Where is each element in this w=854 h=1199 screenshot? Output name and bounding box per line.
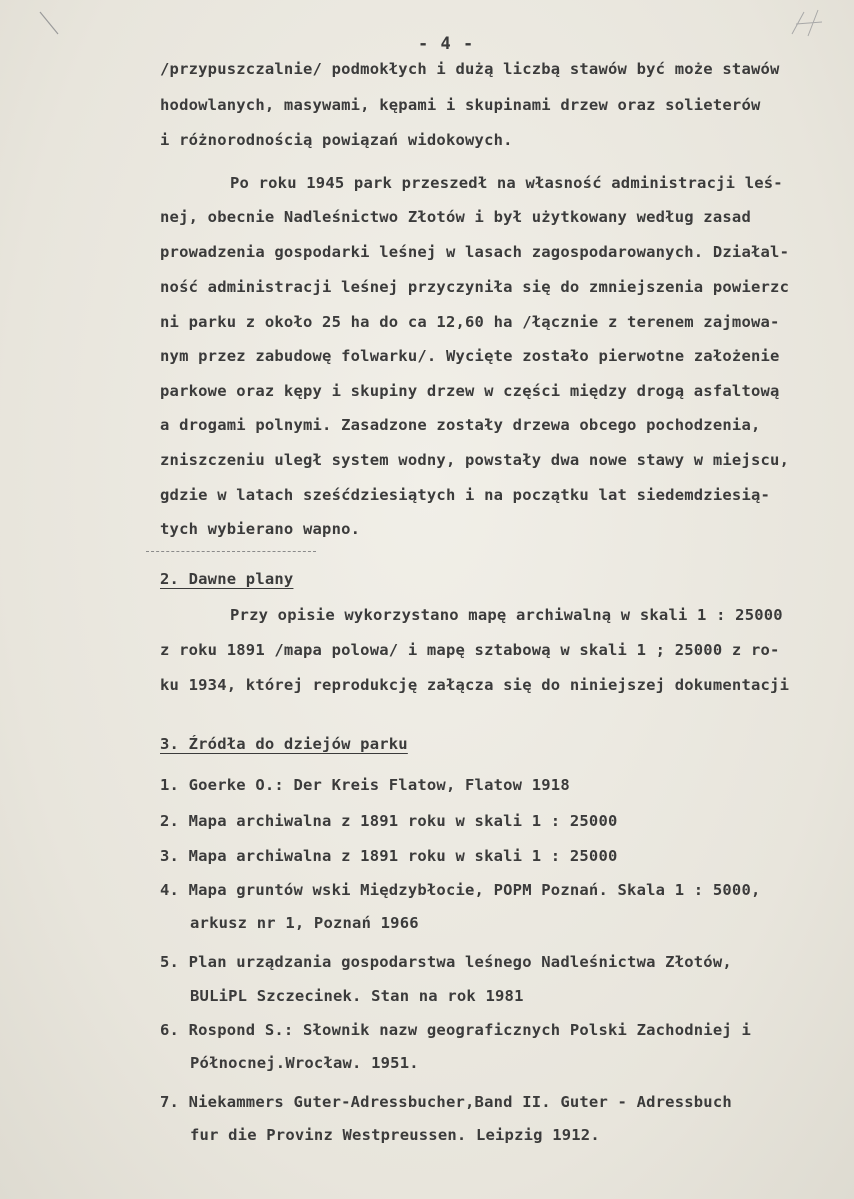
paragraph-2-line-6: nym przez zabudowę folwarku/. Wycięte zostało pierwotne założenie [160,347,780,365]
section-2-heading: 2. Dawne plany [160,570,294,588]
pencil-mark [36,8,76,48]
paragraph-2-line-8: a drogami polnymi. Zasadzone zostały drzewa obcego pochodzenia, [160,416,761,434]
pencil-scribble [782,6,832,40]
paragraph-1-line-1: /przypuszczalnie/ podmokłych i dużą liczbą stawów być może stawów [160,60,780,78]
divider [146,551,316,552]
paragraph-2-line-3: prowadzenia gospodarki leśnej w lasach zagospodarowanych. Działal- [160,243,790,261]
source-item-5-cont: BULiPL Szczecinek. Stan na rok 1981 [190,987,524,1005]
paragraph-2-line-1: Po roku 1945 park przeszedł na własność administracji leś- [230,174,783,192]
paragraph-2-line-5: ni parku z około 25 ha do ca 12,60 ha /łącznie z terenem zajmowa- [160,313,780,331]
page-number: - 4 - [418,34,475,54]
source-item-5: 5. Plan urządzania gospodarstwa leśnego Nadleśnictwa Złotów, [160,953,732,971]
source-item-2: 2. Mapa archiwalna z 1891 roku w skali 1 : 25000 [160,812,618,830]
paragraph-1-line-2: hodowlanych, masywami, kępami i skupinami drzew oraz solieterów [160,96,761,114]
source-item-7: 7. Niekammers Guter-Adressbucher,Band II. Guter - Adressbuch [160,1093,732,1111]
source-item-6-cont: Północnej.Wrocław. 1951. [190,1054,419,1072]
source-item-7-cont: fur die Provinz Westpreussen. Leipzig 1912. [190,1126,600,1144]
paragraph-2-line-10: gdzie w latach sześćdziesiątych i na początku lat siedemdziesią- [160,486,771,504]
source-item-3: 3. Mapa archiwalna z 1891 roku w skali 1 : 25000 [160,847,618,865]
paragraph-2-line-2: nej, obecnie Nadleśnictwo Złotów i był użytkowany według zasad [160,208,751,226]
source-item-6: 6. Rospond S.: Słownik nazw geograficznych Polski Zachodniej i [160,1021,751,1039]
paragraph-1-line-3: i różnorodnością powiązań widokowych. [160,131,513,149]
paragraph-2-line-4: ność administracji leśnej przyczyniła się do zmniejszenia powierzc [160,278,790,296]
paragraph-2-line-11: tych wybierano wapno. [160,520,361,538]
section-2-line-3: ku 1934, której reprodukcję załącza się do niniejszej dokumentacji [160,676,790,694]
source-item-1: 1. Goerke O.: Der Kreis Flatow, Flatow 1918 [160,776,570,794]
source-item-4: 4. Mapa gruntów wski Międzybłocie, POPM Poznań. Skala 1 : 5000, [160,881,761,899]
section-2-line-2: z roku 1891 /mapa polowa/ i mapę sztabową w skali 1 ; 25000 z ro- [160,641,780,659]
source-item-4-cont: arkusz nr 1, Poznań 1966 [190,914,419,932]
section-3-heading: 3. Źródła do dziejów parku [160,735,408,753]
paragraph-2-line-7: parkowe oraz kępy i skupiny drzew w części między drogą asfaltową [160,382,780,400]
paragraph-2-line-9: zniszczeniu uległ system wodny, powstały dwa nowe stawy w miejscu, [160,451,790,469]
section-2-line-1: Przy opisie wykorzystano mapę archiwalną w skali 1 : 25000 [230,606,783,624]
